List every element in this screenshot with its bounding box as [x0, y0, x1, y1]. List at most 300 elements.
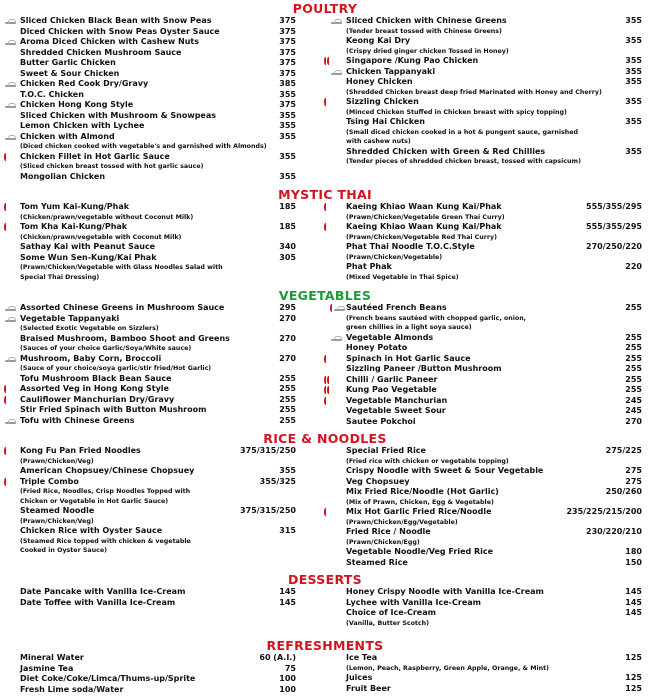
item-name: Braised Mushroom, Bamboo Shoot and Greens: [20, 333, 230, 343]
item-markers: [328, 333, 346, 344]
item-name: Crispy Noodle with Sweet & Sour Vegetable: [346, 466, 544, 475]
item-price: 555/355/295: [586, 202, 642, 211]
menu-column-left: [2, 202, 322, 282]
item-price: 355: [279, 151, 296, 161]
item-description: (Tender breast tossed with Chinese Greens): [346, 27, 502, 35]
item-markers: [328, 653, 346, 664]
item-name: Tom Yum Kai-Kung/Phak: [20, 202, 130, 211]
item-price: 270: [625, 416, 642, 426]
menu-item: [328, 385, 650, 396]
sizzler-icon: [5, 306, 16, 311]
item-price: 145: [279, 597, 296, 607]
chilli-icon: [4, 447, 7, 455]
item-price: 245: [625, 406, 642, 415]
item-description: green chillies in a light soya sauce): [346, 324, 472, 331]
item-price: 355/325: [259, 476, 296, 486]
menu-item: [2, 664, 322, 675]
menu-item: [2, 121, 322, 132]
item-price: 255: [279, 415, 296, 425]
section-heading-vegetables: VEGETABLES: [278, 288, 372, 303]
item-description: (Prawn/Chicken/Vegetable Red Thai Curry): [346, 233, 497, 241]
item-markers: [2, 58, 20, 69]
menu-column-left: [2, 653, 322, 695]
item-price: 75: [284, 663, 296, 673]
sizzler-icon: [5, 19, 16, 24]
item-markers: [2, 16, 20, 27]
item-name: Honey Crispy Noodle with Vanilla Ice-Cream: [346, 587, 544, 596]
item-markers: [328, 477, 346, 488]
menu-item: [2, 27, 322, 38]
item-markers: [2, 48, 20, 59]
item-price: 125: [625, 673, 642, 682]
item-markers: [2, 152, 20, 163]
menu-item: [328, 117, 650, 128]
section-heading-desserts: DESSERTS: [288, 572, 362, 587]
item-name: Lychee with Vanilla Ice-Cream: [346, 597, 481, 607]
item-markers: [328, 587, 346, 598]
item-name: Triple Combo: [20, 476, 79, 486]
menu-item: [2, 111, 322, 122]
section-heading-poultry: POULTRY: [292, 1, 358, 16]
item-price: 100: [279, 684, 296, 694]
chilli-icon: [4, 153, 7, 161]
item-description: (Prawn/Chicken/Egg): [346, 538, 420, 546]
item-markers: [328, 242, 346, 253]
item-description: (Mixed Vegetable in Thai Spice): [346, 273, 459, 281]
item-name: Assorted Veg in Hong Kong Style: [20, 384, 169, 393]
item-name: Steamed Rice: [346, 557, 408, 567]
item-name: Vegetable Sweet Sour: [346, 406, 446, 415]
item-description: (Vanilla, Butter Scotch): [346, 619, 430, 627]
item-markers: [328, 262, 346, 273]
chilli-icon: [4, 203, 7, 211]
menu-item: [328, 16, 650, 27]
menu-item: [328, 608, 650, 619]
item-markers: [328, 77, 346, 88]
item-markers: [328, 117, 346, 128]
item-name: Kaeing Khiao Waan Kung Kai/Phak: [346, 222, 502, 231]
sizzler-icon: [5, 135, 16, 140]
item-name: Sautéed French Beans: [346, 303, 447, 312]
item-name: Sathay Kai with Peanut Sauce: [20, 242, 156, 251]
item-markers: [2, 416, 20, 427]
menu-item: [2, 253, 322, 264]
item-price: 125: [625, 653, 642, 662]
item-markers: [2, 653, 20, 664]
menu-item: [328, 406, 650, 417]
menu-item: [2, 416, 322, 427]
item-description: (Small diced chicken cooked in a hot & pungent sauce, garnished: [346, 128, 579, 136]
item-price: 355: [279, 89, 296, 99]
chilli-icon: [327, 386, 330, 394]
item-description: (Tender pieces of shredded chicken breast, tossed with capsicum): [346, 158, 581, 165]
item-description: (Steamed Rice topped with chicken & vegetable: [20, 537, 191, 545]
item-markers: [328, 417, 346, 428]
item-markers: [2, 27, 20, 38]
menu-item: [328, 446, 650, 457]
item-name: Juices: [346, 673, 373, 682]
menu-item: [2, 395, 322, 406]
menu-item: [328, 587, 650, 598]
item-name: Mix Hot Garlic Fried Rice/Noodle: [346, 507, 492, 516]
item-name: Spinach in Hot Garlic Sauce: [346, 353, 471, 363]
item-price: 355: [625, 117, 642, 126]
item-name: Date Toffee with Vanilla Ice-Cream: [20, 597, 176, 607]
item-name: Tom Kha Kai-Kung/Phak: [20, 222, 128, 231]
item-name: Some Wun Sen-Kung/Kai Phak: [20, 252, 157, 262]
item-price: 355: [279, 171, 296, 181]
item-name: Aroma Diced Chicken with Cashew Nuts: [20, 37, 200, 46]
menu-item: [2, 37, 322, 48]
item-name: Vegetable Almonds: [346, 332, 434, 342]
item-price: 270: [279, 333, 296, 343]
item-name: Phat Phak: [346, 262, 392, 271]
item-markers: [328, 385, 346, 396]
item-markers: [2, 222, 20, 233]
item-markers: [2, 446, 20, 457]
menu-item: [328, 343, 650, 354]
menu-item: [2, 152, 322, 163]
item-name: Vegetable Noodle/Veg Fried Rice: [346, 547, 494, 556]
menu-item: [328, 653, 650, 664]
item-name: Chicken with Almond: [20, 131, 115, 141]
menu-item: [2, 384, 322, 395]
chilli-icon: [324, 98, 327, 106]
item-price: 355: [625, 97, 642, 106]
item-price: 60 (A.I.): [259, 653, 296, 662]
menu-item: [328, 222, 650, 233]
item-price: 375: [279, 16, 296, 25]
item-price: 375/315/250: [240, 446, 296, 455]
item-markers: [328, 16, 346, 27]
item-markers: [2, 674, 20, 685]
menu-item: [328, 558, 650, 569]
item-markers: [328, 527, 346, 538]
item-price: 355: [279, 110, 296, 120]
item-price: 355: [625, 146, 642, 156]
item-description: (Prawn/Chicken/Veg): [20, 517, 94, 525]
item-markers: [2, 506, 20, 517]
sizzler-icon: [5, 103, 16, 108]
menu-item: [2, 598, 322, 609]
menu-column-left: [2, 446, 322, 556]
chilli-icon: [330, 304, 333, 312]
item-name: Sliced Chicken Black Bean with Snow Peas: [20, 16, 212, 25]
item-markers: [328, 202, 346, 213]
menu-item: [2, 685, 322, 696]
item-markers: [328, 303, 346, 314]
menu-item: [2, 354, 322, 365]
menu-item: [328, 684, 650, 695]
item-price: 180: [625, 547, 642, 556]
menu-item: [328, 303, 650, 314]
item-description: (Prawn/Chicken/Vegetable): [346, 253, 443, 261]
item-markers: [2, 598, 20, 609]
sizzler-icon: [5, 317, 16, 322]
item-price: 355: [625, 36, 642, 45]
item-markers: [2, 90, 20, 101]
item-price: 125: [625, 683, 642, 693]
sizzler-icon: [5, 419, 16, 424]
menu-item: [328, 375, 650, 386]
chilli-icon: [4, 478, 7, 486]
menu-item: [2, 587, 322, 598]
menu-item: [2, 405, 322, 416]
item-name: Shredded Chicken Mushroom Sauce: [20, 47, 182, 57]
item-description: (Chicken/prawn/vegetable without Coconut Milk): [20, 213, 194, 221]
item-markers: [328, 406, 346, 417]
item-name: Assorted Chinese Greens in Mushroom Sauce: [20, 303, 225, 312]
menu-item: [2, 242, 322, 253]
item-price: 555/355/295: [586, 222, 642, 231]
menu-item: [328, 97, 650, 108]
item-name: Diced Chicken with Snow Peas Oyster Sauce: [20, 26, 220, 36]
item-name: Diet Coke/Coke/Limca/Thums-up/Sprite: [20, 674, 196, 683]
menu-item: [328, 527, 650, 538]
item-name: Chicken Tappanyaki: [346, 66, 436, 76]
item-name: Kaeing Khiao Waan Kung Kai/Phak: [346, 202, 502, 211]
sizzler-icon: [331, 19, 342, 24]
item-price: 255: [625, 303, 642, 312]
sizzler-icon: [334, 306, 345, 311]
item-name: Tofu Mushroom Black Bean Sauce: [20, 373, 172, 383]
item-markers: [2, 111, 20, 122]
menu-item: [2, 16, 322, 27]
item-price: 275/225: [605, 446, 642, 455]
item-price: 145: [625, 608, 642, 617]
item-price: 355: [279, 466, 296, 475]
item-markers: [328, 684, 346, 695]
item-markers: [2, 587, 20, 598]
item-markers: [2, 100, 20, 111]
menu-item: [328, 147, 650, 158]
chilli-icon: [327, 376, 330, 384]
item-price: 385: [279, 79, 296, 88]
item-price: 340: [279, 242, 296, 251]
item-markers: [328, 466, 346, 477]
item-price: 255: [625, 332, 642, 342]
item-markers: [2, 405, 20, 416]
menu-item: [2, 674, 322, 685]
item-price: 375: [279, 26, 296, 36]
item-markers: [328, 354, 346, 365]
menu-item: [2, 446, 322, 457]
menu-item: [328, 598, 650, 609]
item-price: 355: [279, 131, 296, 141]
menu-item: [2, 132, 322, 143]
item-name: Chilli / Garlic Paneer: [346, 374, 438, 384]
item-markers: [328, 375, 346, 386]
item-name: Choice of Ice-Cream: [346, 608, 436, 617]
item-markers: [2, 384, 20, 395]
menu-column-left: [2, 587, 322, 608]
item-description: (French beans sautéed with chopped garlic, onion,: [346, 314, 527, 322]
item-price: 145: [625, 597, 642, 607]
menu-item: [2, 79, 322, 90]
item-markers: [328, 547, 346, 558]
menu-item: [328, 77, 650, 88]
menu-item: [2, 374, 322, 385]
item-markers: [2, 314, 20, 325]
item-markers: [2, 69, 20, 80]
item-name: Fresh Lime soda/Water: [20, 684, 124, 694]
item-description: (Mix of Prawn, Chicken, Egg & Vegetable): [346, 498, 494, 506]
item-price: 255: [279, 373, 296, 383]
menu-column-left: [2, 303, 322, 426]
item-name: Keong Kai Dry: [346, 36, 411, 45]
item-price: 250/260: [605, 487, 642, 496]
menu-item: [328, 477, 650, 488]
item-name: Chicken Rice with Oyster Sauce: [20, 526, 163, 535]
item-description: with cashew nuts): [346, 138, 411, 145]
item-name: Singapore /Kung Pao Chicken: [346, 56, 479, 65]
sizzler-icon: [5, 357, 16, 362]
menu-item: [328, 202, 650, 213]
menu-item: [328, 56, 650, 67]
item-markers: [2, 202, 20, 213]
item-markers: [328, 67, 346, 78]
item-price: 355: [279, 121, 296, 130]
item-name: Fruit Beer: [346, 683, 391, 693]
chilli-icon: [324, 397, 327, 405]
item-markers: [2, 477, 20, 488]
item-markers: [328, 608, 346, 619]
menu-item: [2, 48, 322, 59]
item-markers: [328, 56, 346, 67]
item-name: Phat Thai Noodle T.O.C.Style: [346, 242, 475, 251]
item-markers: [328, 343, 346, 354]
item-name: Sliced Chicken with Chinese Greens: [346, 16, 507, 25]
menu-item: [2, 653, 322, 664]
menu-item: [2, 506, 322, 517]
item-name: Fried Rice / Noodle: [346, 527, 431, 536]
item-markers: [2, 374, 20, 385]
menu-item: [328, 242, 650, 253]
menu-item: [328, 673, 650, 684]
menu-column-right: [328, 653, 650, 694]
item-markers: [328, 673, 346, 684]
item-price: 355: [625, 66, 642, 76]
item-markers: [2, 334, 20, 345]
menu-item: [328, 466, 650, 477]
item-price: 295: [279, 303, 296, 312]
item-price: 315: [279, 526, 296, 535]
section-heading-mystic-thai: MYSTIC THAI: [278, 187, 372, 202]
menu-item: [328, 507, 650, 518]
item-markers: [2, 132, 20, 143]
item-name: Tofu with Chinese Greens: [20, 415, 135, 425]
item-markers: [2, 354, 20, 365]
item-description: Cooked in Oyster Sauce): [20, 547, 108, 554]
menu-column-right: [328, 16, 650, 167]
menu-column-right: [328, 303, 650, 427]
menu-item: [2, 172, 322, 183]
item-name: Special Fried Rice: [346, 446, 426, 455]
item-price: 375: [279, 100, 296, 109]
section-heading-refreshments: REFRESHMENTS: [266, 638, 384, 653]
item-price: 255: [625, 364, 642, 373]
menu-column-left: [2, 16, 322, 182]
item-markers: [328, 147, 346, 158]
item-price: 270: [279, 313, 296, 323]
menu-item: [2, 466, 322, 477]
item-description: Special Thai Dressing): [20, 273, 100, 281]
sizzler-icon: [5, 82, 16, 87]
item-name: Cauliflower Manchurian Dry/Gravy: [20, 394, 175, 404]
item-description: (Sauce of your choice/soya garlic/stir fried/Hot Garlic): [20, 365, 212, 372]
item-name: Chicken Hong Kong Style: [20, 100, 134, 109]
item-price: 375: [279, 37, 296, 46]
sizzler-icon: [5, 40, 16, 45]
menu-item: [328, 36, 650, 47]
item-name: American Chopsuey/Chinese Chopsuey: [20, 466, 195, 475]
item-description: (Prawn/Chicken/Vegetable with Glass Noodles Salad with: [20, 264, 223, 271]
menu-item: [328, 547, 650, 558]
sizzler-icon: [331, 336, 342, 341]
item-markers: [328, 558, 346, 569]
item-name: Chicken Red Cook Dry/Gravy: [20, 79, 149, 88]
item-name: Sliced Chicken with Mushroom & Snowpeas: [20, 110, 217, 120]
item-price: 355: [625, 77, 642, 86]
item-description: (Sauces of your choice Garlic/Soya/White sauce): [20, 345, 192, 352]
item-name: Sweet & Sour Chicken: [20, 68, 120, 78]
item-description: (Lemon, Peach, Raspberry, Green Apple, Orange, & Mint): [346, 664, 550, 672]
item-name: Mongolian Chicken: [20, 171, 106, 181]
chilli-icon: [327, 57, 330, 65]
item-markers: [2, 466, 20, 477]
item-name: Vegetable Tappanyaki: [20, 313, 120, 323]
item-name: Veg Chopsuey: [346, 476, 410, 486]
chilli-icon: [4, 396, 7, 404]
item-description: Chicken or Vegetable in Hot Garlic Sauce): [20, 497, 169, 505]
item-name: Mineral Water: [20, 653, 84, 662]
chilli-icon: [324, 223, 327, 231]
item-description: (Crispy dried ginger chicken Tossed in Honey): [346, 47, 509, 55]
item-price: 375: [279, 47, 296, 57]
item-description: (Minced Chicken Stuffed in Chicken breast with spicy topping): [346, 108, 567, 116]
menu-column-right: [328, 446, 650, 568]
item-name: Chicken Fillet in Hot Garlic Sauce: [20, 151, 170, 161]
item-name: Kung Pao Vegetable: [346, 385, 437, 394]
item-markers: [328, 97, 346, 108]
menu-item: [2, 222, 322, 233]
item-price: 185: [279, 222, 296, 231]
item-markers: [328, 487, 346, 498]
item-markers: [2, 685, 20, 696]
item-name: Ice Tea: [346, 653, 378, 662]
menu-item: [2, 303, 322, 314]
menu-item: [2, 526, 322, 537]
item-price: 220: [625, 262, 642, 271]
item-markers: [2, 242, 20, 253]
chilli-icon: [324, 203, 327, 211]
item-markers: [328, 396, 346, 407]
menu-item: [2, 477, 322, 488]
item-description: (Prawn/Chicken/Vegetable Green Thai Curry): [346, 213, 505, 221]
item-price: 305: [279, 252, 296, 262]
item-name: Honey Potato: [346, 343, 408, 352]
section-heading-rice-noodles: RICE & NOODLES: [263, 431, 387, 446]
item-description: (Prawn/Chicken/Egg/Vegetable): [346, 518, 458, 526]
chilli-icon: [324, 355, 327, 363]
item-name: Lemon Chicken with Lychee: [20, 121, 145, 130]
item-name: Date Pancake with Vanilla Ice-Cream: [20, 587, 186, 596]
menu-item: [2, 69, 322, 80]
menu-column-right: [328, 587, 650, 628]
menu-item: [328, 354, 650, 365]
item-price: 355: [625, 16, 642, 25]
menu-item: [328, 364, 650, 375]
